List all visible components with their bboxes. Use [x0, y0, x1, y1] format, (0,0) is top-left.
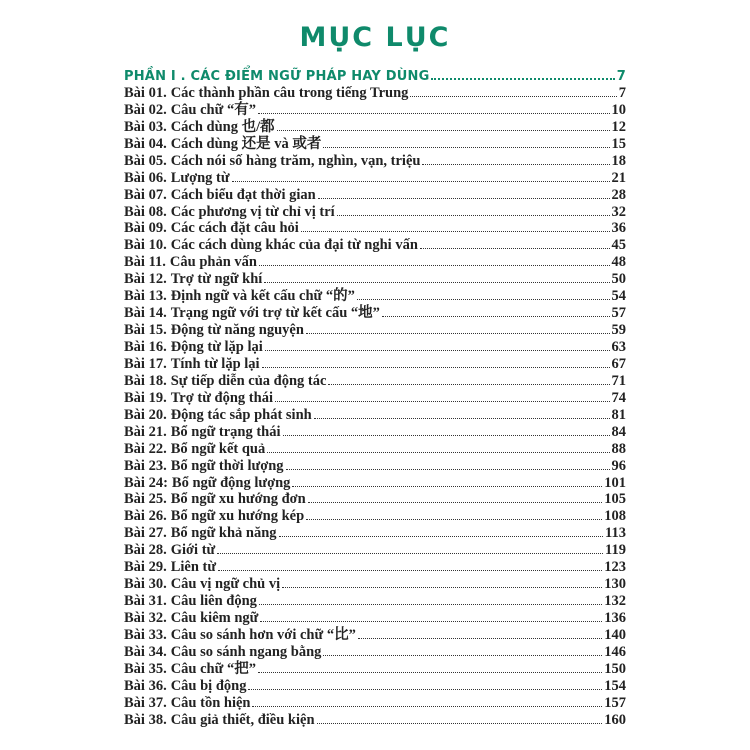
lesson-number: Bài 35.: [124, 660, 167, 677]
lesson-title: Bổ ngữ kết quả: [170, 440, 266, 457]
lesson-title: Bổ ngữ xu hướng đơn: [170, 491, 306, 508]
lesson-title: Cách dùng 也/都: [170, 118, 275, 135]
lesson-title: Câu phản vấn: [169, 254, 257, 271]
section-page-number: 7: [616, 69, 626, 84]
dot-leader: [267, 452, 609, 453]
lesson-number: Bài 21.: [124, 423, 167, 440]
toc-entry: [124, 541, 626, 558]
page-number: 140: [604, 626, 626, 643]
toc-entry: [124, 507, 626, 524]
page-number: 18: [611, 152, 626, 169]
lesson-title: Câu tồn hiện: [170, 694, 251, 711]
lesson-number: Bài 34.: [124, 643, 167, 660]
lesson-title: Các cách đặt câu hỏi: [170, 220, 299, 237]
lesson-title: Bổ ngữ thời lượng: [170, 457, 284, 474]
lesson-number: Bài 28.: [124, 542, 167, 559]
dot-leader: [259, 265, 610, 266]
lesson-number: Bài 18.: [124, 372, 167, 389]
dot-leader: [420, 248, 610, 249]
lesson-title: Câu bị động: [170, 677, 247, 694]
dot-leader: [279, 536, 604, 537]
lesson-title: Sự tiếp diễn của động tác: [170, 372, 327, 389]
lesson-title: Bổ ngữ khả năng: [170, 525, 277, 542]
page-title: MỤC LỤC: [299, 22, 451, 53]
dot-leader: [431, 78, 614, 80]
dot-leader: [252, 706, 602, 707]
toc-entry: [124, 643, 626, 660]
lesson-title: Câu so sánh hơn với chữ “比”: [170, 626, 356, 643]
dot-leader: [358, 638, 602, 639]
dot-leader: [317, 723, 603, 724]
page-number: 88: [611, 440, 626, 457]
lesson-number: Bài 23.: [124, 457, 167, 474]
lesson-number: Bài 36.: [124, 677, 167, 694]
dot-leader: [264, 282, 609, 283]
dot-leader: [277, 130, 610, 131]
lesson-title: Tính từ lặp lại: [170, 355, 260, 372]
page-number: 146: [604, 643, 626, 660]
lesson-number: Bài 25.: [124, 491, 167, 508]
dot-leader: [328, 384, 609, 385]
toc-entry: [124, 152, 626, 169]
page-number: 32: [611, 203, 626, 220]
dot-leader: [318, 198, 610, 199]
dot-leader: [306, 519, 602, 520]
page-number: 28: [611, 186, 626, 203]
page-number: 105: [604, 491, 626, 508]
dot-leader: [314, 418, 610, 419]
dot-leader: [218, 570, 602, 571]
toc-entry: [124, 474, 626, 491]
page-number: 63: [611, 339, 626, 355]
section-heading: [124, 64, 626, 84]
dot-leader: [262, 367, 610, 368]
page-number: 48: [611, 254, 626, 271]
page-number: 130: [604, 576, 626, 593]
lesson-number: Bài 17.: [124, 355, 167, 372]
dot-leader: [282, 587, 602, 588]
lesson-title: Các phương vị từ chỉ vị trí: [170, 203, 335, 220]
lesson-number: Bài 02.: [124, 101, 167, 118]
dot-leader: [301, 231, 610, 232]
lesson-number: Bài 33.: [124, 626, 167, 643]
page-number: 54: [611, 288, 626, 305]
toc-entry: [124, 626, 626, 643]
page-number: 59: [611, 322, 626, 339]
toc-entry: [124, 491, 626, 508]
table-of-contents: [124, 64, 626, 728]
lesson-title: Câu vị ngữ chủ vị: [170, 576, 281, 593]
toc-entry: [124, 575, 626, 592]
lesson-number: Bài 37.: [124, 694, 167, 711]
lesson-number: Bài 12.: [124, 271, 167, 288]
dot-leader: [232, 181, 610, 182]
toc-entry: [124, 338, 626, 355]
page-number: 50: [611, 271, 626, 288]
toc-entry: [124, 287, 626, 304]
toc-entry: [124, 660, 626, 677]
dot-leader: [306, 333, 610, 334]
section-title: PHẦN I . CÁC ĐIỂM NGỮ PHÁP HAY DÙNG: [124, 69, 430, 84]
toc-entry: [124, 355, 626, 372]
lesson-title: Câu chữ “把”: [170, 660, 256, 677]
toc-entry: [124, 524, 626, 541]
dot-leader: [217, 553, 603, 554]
dot-leader: [258, 113, 610, 114]
toc-entry: [124, 101, 626, 118]
page-number: 67: [611, 355, 626, 372]
toc-entry: [124, 406, 626, 423]
lesson-number: Bài 38.: [124, 711, 167, 728]
page-number: 160: [604, 711, 626, 728]
page-number: 45: [611, 237, 626, 254]
dot-leader: [422, 164, 609, 165]
page-number: 81: [611, 406, 626, 423]
lesson-number: Bài 19.: [124, 389, 167, 406]
toc-entry: [124, 321, 626, 338]
lesson-title: Câu giả thiết, điều kiện: [170, 711, 315, 728]
toc-entry: [124, 440, 626, 457]
dot-leader: [260, 621, 602, 622]
dot-leader: [275, 401, 610, 402]
lesson-number: Bài 11.: [124, 254, 166, 271]
lesson-title: Các thành phần câu trong tiếng Trung: [170, 84, 409, 101]
lesson-number: Bài 10.: [124, 237, 167, 254]
lesson-number: Bài 22.: [124, 440, 167, 457]
toc-entry: [124, 270, 626, 287]
toc-entries: [124, 84, 626, 728]
lesson-number: Bài 04.: [124, 135, 167, 152]
lesson-title: Cách dùng 还是 và 或者: [170, 135, 322, 152]
lesson-number: Bài 01.: [124, 84, 167, 101]
page-number: 113: [605, 525, 626, 542]
page-number: 96: [611, 457, 626, 474]
lesson-number: Bài 09.: [124, 220, 167, 237]
page-number: 12: [611, 118, 626, 135]
toc-entry: [124, 609, 626, 626]
toc-entry: [124, 423, 626, 440]
lesson-title: Bổ ngữ trạng thái: [170, 423, 281, 440]
lesson-number: Bài 03.: [124, 118, 167, 135]
page-number: 21: [611, 169, 626, 186]
toc-entry: [124, 694, 626, 711]
dot-leader: [410, 96, 616, 97]
dot-leader: [283, 435, 610, 436]
toc-entry: [124, 711, 626, 728]
lesson-title: Động từ năng nguyện: [170, 322, 304, 339]
dot-leader: [323, 655, 602, 656]
lesson-number: Bài 30.: [124, 576, 167, 593]
lesson-number: Bài 13.: [124, 288, 167, 305]
page-number: 108: [604, 508, 626, 525]
dot-leader: [292, 486, 602, 487]
page-number: 136: [604, 610, 626, 626]
lesson-title: Động từ lặp lại: [170, 339, 263, 355]
dot-leader: [337, 215, 610, 216]
lesson-number: Bài 15.: [124, 322, 167, 339]
toc-entry: [124, 253, 626, 270]
toc-entry: [124, 220, 626, 237]
toc-entry: [124, 304, 626, 321]
lesson-title: Giới từ: [170, 542, 216, 559]
lesson-title: Câu so sánh ngang bằng: [170, 643, 322, 660]
toc-entry: [124, 558, 626, 575]
lesson-number: Bài 24:: [124, 474, 168, 491]
toc-entry: [124, 203, 626, 220]
page-number: 10: [611, 101, 626, 118]
lesson-title: Liên từ: [170, 559, 217, 576]
lesson-number: Bài 05.: [124, 152, 167, 169]
lesson-title: Trợ từ động thái: [170, 389, 273, 406]
lesson-title: Cách biểu đạt thời gian: [170, 186, 316, 203]
lesson-title: Cách nói số hàng trăm, nghìn, vạn, triệu: [170, 152, 421, 169]
toc-entry: [124, 135, 626, 152]
dot-leader: [357, 299, 610, 300]
toc-entry: [124, 389, 626, 406]
lesson-title: Định ngữ và kết cấu chữ “的”: [170, 288, 355, 305]
lesson-title: Câu liên động: [170, 593, 257, 610]
lesson-number: Bài 31.: [124, 593, 167, 610]
page-number: 71: [611, 372, 626, 389]
dot-leader: [308, 502, 603, 503]
dot-leader: [323, 147, 609, 148]
page-number: 15: [611, 135, 626, 152]
lesson-number: Bài 07.: [124, 186, 167, 203]
lesson-title: Trợ từ ngữ khí: [170, 271, 263, 288]
lesson-number: Bài 20.: [124, 406, 167, 423]
page-number: 7: [618, 84, 626, 101]
lesson-number: Bài 26.: [124, 508, 167, 525]
dot-leader: [259, 604, 602, 605]
lesson-number: Bài 27.: [124, 525, 167, 542]
lesson-title: Các cách dùng khác của đại từ nghi vấn: [170, 237, 418, 254]
toc-entry: [124, 186, 626, 203]
page-number: 36: [611, 220, 626, 237]
page-number: 150: [604, 660, 626, 677]
lesson-title: Câu chữ “有”: [170, 101, 256, 118]
lesson-title: Lượng từ: [170, 169, 230, 186]
page-number: 101: [604, 474, 626, 491]
lesson-title: Bổ ngữ động lượng: [171, 474, 291, 491]
toc-entry: [124, 84, 626, 101]
toc-entry: [124, 592, 626, 609]
page-number: 154: [604, 677, 626, 694]
lesson-number: Bài 08.: [124, 203, 167, 220]
dot-leader: [286, 469, 610, 470]
dot-leader: [248, 689, 602, 690]
page-number: 57: [611, 305, 626, 322]
page-number: 84: [611, 423, 626, 440]
dot-leader: [382, 316, 610, 317]
page-number: 74: [611, 389, 626, 406]
page-number: 123: [604, 559, 626, 576]
lesson-title: Câu kiêm ngữ: [170, 610, 259, 626]
dot-leader: [265, 350, 610, 351]
lesson-title: Bổ ngữ xu hướng kép: [170, 508, 305, 525]
toc-entry: [124, 457, 626, 474]
lesson-number: Bài 29.: [124, 559, 167, 576]
lesson-title: Động tác sắp phát sinh: [170, 406, 312, 423]
page-number: 119: [605, 542, 626, 559]
lesson-number: Bài 32.: [124, 610, 167, 626]
toc-entry: [124, 677, 626, 694]
lesson-title: Trạng ngữ với trợ từ kết cấu “地”: [170, 305, 380, 322]
toc-entry: [124, 169, 626, 186]
lesson-number: Bài 06.: [124, 169, 167, 186]
lesson-number: Bài 16.: [124, 339, 167, 355]
dot-leader: [258, 672, 602, 673]
page-number: 157: [604, 694, 626, 711]
toc-entry: [124, 372, 626, 389]
lesson-number: Bài 14.: [124, 305, 167, 322]
toc-entry: [124, 118, 626, 135]
page-number: 132: [604, 593, 626, 610]
toc-entry: [124, 236, 626, 253]
